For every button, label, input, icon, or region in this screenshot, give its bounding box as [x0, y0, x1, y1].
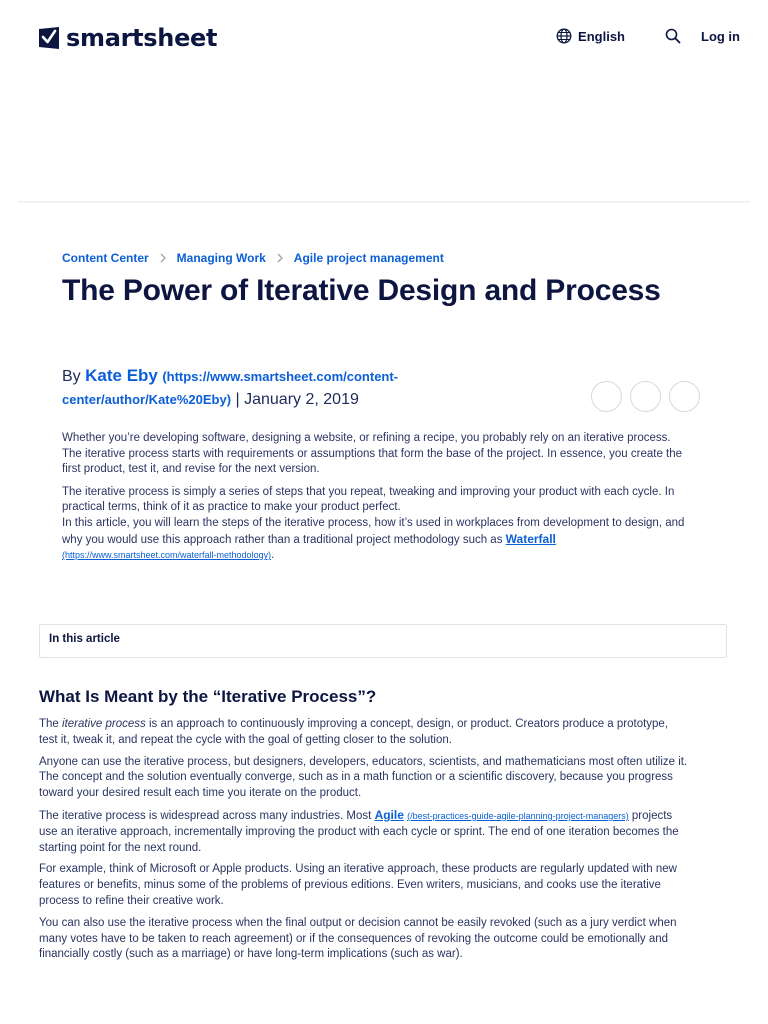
agile-url-link[interactable]: (/best-practices-guide-agile-planning-project-managers)	[407, 810, 629, 821]
logo-text: smartsheet	[66, 24, 218, 52]
body-paragraph-4: For example, think of Microsoft or Apple products. Using an iterative approach, these products are regularly updated with new features or benefits, minus some of the problems of previous editions. Even writers, musicians, and cooks use the iterative process to refine their creative work.	[39, 863, 677, 907]
body-paragraph-5: You can also use the iterative process when the final output or decision cannot be easily revoked (such as a jury verdict when many votes have to be taken to reach agreement) or if the consequences of revoking the outcome could be emotionally and financially costly (such as a marriage) or have long-term implications (such as war).	[39, 916, 677, 961]
body-paragraph-1-rest: is an approach to continuously improving a concept, design, or product. Creators produce a prototype, test it, tweak it, and repeat the cycle with the goal of getting closer to the solution.	[39, 718, 669, 746]
breadcrumb-agile-project-management[interactable]: Agile project management	[293, 251, 444, 265]
table-of-contents-toggle[interactable]	[39, 624, 727, 658]
chevron-right-icon	[276, 253, 284, 263]
share-buttons	[583, 381, 700, 412]
intro-paragraph-3-end: .	[271, 549, 275, 562]
globe-icon	[556, 28, 572, 44]
body-paragraph-3-rest: projects use an iterative approach, incrementally improving the product with each cycle or sprint. The end of one iteration becomes the starting point for the next round.	[39, 809, 679, 854]
language-selector[interactable]	[556, 28, 625, 44]
smartsheet-logo[interactable]	[39, 24, 217, 52]
body-paragraph-3-start: The iterative process is widespread across many industries. Most	[39, 809, 375, 822]
share-button-1[interactable]	[591, 381, 622, 412]
waterfall-link[interactable]: Waterfall	[505, 531, 556, 546]
article-intro	[62, 431, 690, 571]
header-nav	[556, 28, 740, 44]
language-label: English	[578, 28, 625, 44]
intro-paragraph-3-text: In this article, you will learn the steps of the iterative process, how it’s used in workplaces from development to design, and why you would use this approach rather than a traditional project methodology such as	[62, 516, 685, 546]
share-button-3[interactable]	[669, 381, 700, 412]
agile-link[interactable]: Agile	[374, 807, 404, 822]
byline-separator: |	[231, 391, 245, 408]
section-divider	[18, 201, 750, 203]
intro-paragraph-1: Whether you’re developing software, designing a website, or refining a recipe, you probably rely on an iterative process. The iterative process starts with requirements or assumptions that form the base of the project. In essence, you create the first product, test it, and revise for the next version.	[62, 432, 683, 476]
intro-paragraph-2: The iterative process is simply a series of steps that you repeat, tweaking and improving your product with each cycle. In practical terms, think of it as practice to make your product perfect.	[62, 485, 675, 514]
share-button-2[interactable]	[630, 381, 661, 412]
waterfall-url-link[interactable]: (https://www.smartsheet.com/waterfall-methodology)	[62, 550, 272, 561]
body-paragraph-1-emphasis: iterative process	[62, 718, 146, 730]
publish-date: January 2, 2019	[244, 391, 359, 408]
breadcrumb-content-center[interactable]: Content Center	[62, 251, 149, 265]
smartsheet-logo-icon	[39, 27, 59, 49]
intro-paragraph-3	[62, 516, 690, 564]
body-paragraph-1-start: The	[39, 718, 63, 730]
chevron-right-icon	[159, 253, 167, 263]
body-paragraph-1	[39, 717, 689, 749]
author-url-link[interactable]: (https://www.smartsheet.com/content-center/author/Kate%20Eby)	[62, 369, 399, 407]
search-button[interactable]	[665, 28, 681, 44]
article-byline	[62, 364, 442, 411]
breadcrumb-managing-work[interactable]: Managing Work	[176, 251, 266, 265]
login-link[interactable]: Log in	[701, 28, 740, 44]
page-title: The Power of Iterative Design and Process	[62, 274, 661, 307]
body-paragraph-2: Anyone can use the iterative process, but designers, developers, educators, scientists, and mathematicians most often utilize it. The concept and the solution eventually converge, such as in a math function or a scientific discovery, because you progress toward your desired result each time you iterate on the product.	[39, 755, 688, 800]
toc-label: In this article	[49, 633, 120, 645]
body-paragraph-3	[39, 808, 689, 856]
author-link[interactable]: Kate Eby	[85, 366, 158, 385]
section-heading: What Is Meant by the “Iterative Process”?	[39, 687, 377, 706]
site-header	[0, 0, 768, 80]
breadcrumb	[62, 251, 444, 265]
byline-prefix: By	[62, 368, 86, 385]
section-body	[39, 717, 689, 969]
search-icon	[665, 28, 681, 44]
